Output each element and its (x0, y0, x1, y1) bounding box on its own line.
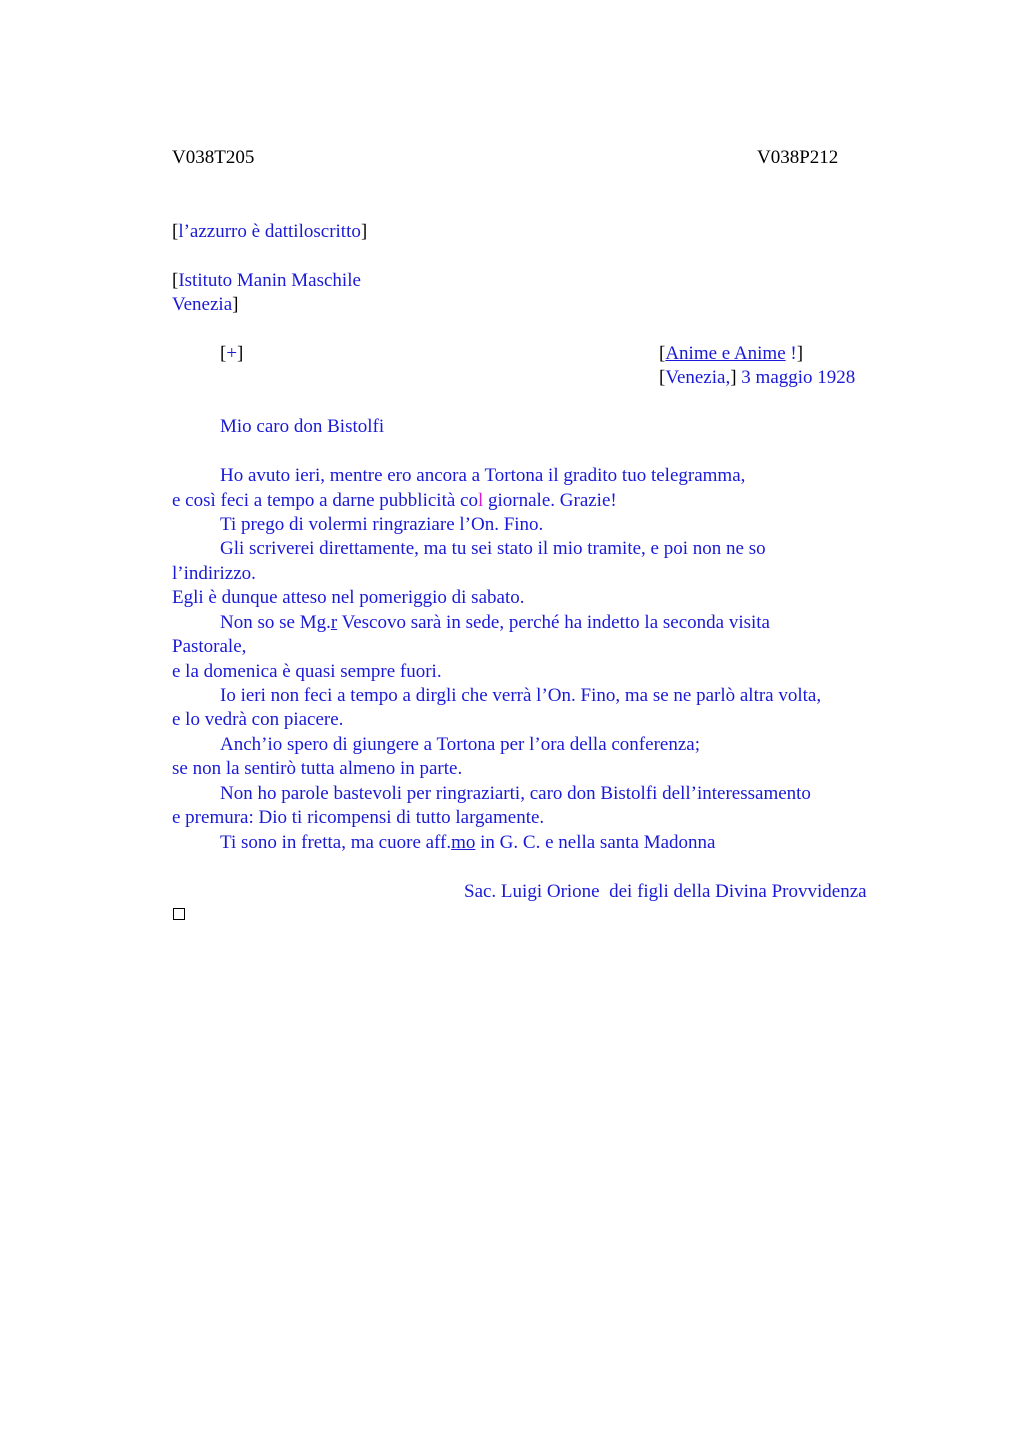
body-line-16-c: in G. C. e nella santa Madonna (475, 832, 716, 853)
body-line-8: Pastorale, (172, 636, 247, 657)
body-line-10: Io ieri non feci a tempo a dirgli che verrà l’On. Fino, ma se ne parlò altra volta, (220, 685, 822, 706)
end-of-document-square (173, 908, 185, 920)
letterhead-line-1 (172, 269, 361, 293)
editorial-note (172, 220, 367, 244)
bracket-open: [ (220, 343, 227, 364)
body-line-7 (220, 611, 770, 635)
body-line-9: e la domenica è quasi sempre fuori. (172, 661, 442, 682)
motto-text: Anime e Anime (665, 343, 786, 364)
bracket-open: [ (172, 221, 179, 242)
bracket-close: ] (360, 221, 368, 242)
body-line-6: Egli è dunque atteso nel pomeriggio di sabato. (172, 587, 525, 608)
bracket-open: [ (659, 343, 666, 364)
superscript-abbrev: r (330, 612, 338, 633)
body-line-7-c: Vescovo sarà in sede, perché ha indetto la seconda visita (337, 612, 770, 633)
body-line-2-a: e così feci a tempo a darne pubblicità co (172, 490, 478, 511)
cross-mark (220, 342, 243, 366)
signature: Sac. Luigi Orione dei figli della Divina Provvidenza (464, 881, 867, 902)
document-code-left: V038T205 (172, 147, 255, 168)
letterhead-institute: Istituto Manin Maschile (178, 270, 361, 291)
body-line-13: se non la sentirò tutta almeno in parte. (172, 758, 463, 779)
body-line-4: Gli scriverei direttamente, ma tu sei stato il mio tramite, e poi non ne so (220, 538, 766, 559)
date-place: Venezia, (665, 367, 731, 388)
body-line-3: Ti prego di volermi ringraziare l’On. Fino. (220, 514, 544, 535)
body-line-7-a: Non so se Mg. (220, 612, 331, 633)
letter-date (659, 366, 855, 390)
body-line-14: Non ho parole bastevoli per ringraziarti, caro don Bistolfi dell’interessamento (220, 783, 811, 804)
handwritten-correction: l (477, 490, 484, 511)
bracket-close: ] (796, 343, 804, 364)
body-line-5: l’indirizzo. (172, 563, 256, 584)
body-line-16-a: Ti sono in fretta, ma cuore aff. (220, 832, 452, 853)
body-line-11: e lo vedrà con piacere. (172, 709, 344, 730)
body-line-2 (172, 489, 617, 513)
bracket-open: [ (172, 270, 179, 291)
motto (659, 342, 803, 366)
superscript-abbrev: mo (451, 832, 476, 853)
motto-exclamation: ! (785, 343, 797, 364)
body-line-16 (220, 831, 716, 855)
bracket-open: [ (659, 367, 666, 388)
body-line-2-c: giornale. Grazie! (483, 490, 617, 511)
body-line-1: Ho avuto ieri, mentre ero ancora a Tortona il gradito tuo telegramma, (220, 465, 746, 486)
bracket-close: ] (730, 367, 737, 388)
letterhead-city: Venezia (172, 294, 233, 315)
editorial-note-text: l’azzurro è dattiloscritto (178, 221, 361, 242)
page-code-right: V038P212 (757, 147, 839, 168)
letterhead-line-2 (172, 293, 238, 317)
bracket-close: ] (232, 294, 239, 315)
date-text: 3 maggio 1928 (736, 367, 856, 388)
body-line-15: e premura: Dio ti ricompensi di tutto largamente. (172, 807, 545, 828)
cross-symbol: + (226, 343, 238, 364)
body-line-12: Anch’io spero di giungere a Tortona per l’ora della conferenza; (220, 734, 700, 755)
bracket-close: ] (237, 343, 244, 364)
salutation: Mio caro don Bistolfi (220, 416, 385, 437)
